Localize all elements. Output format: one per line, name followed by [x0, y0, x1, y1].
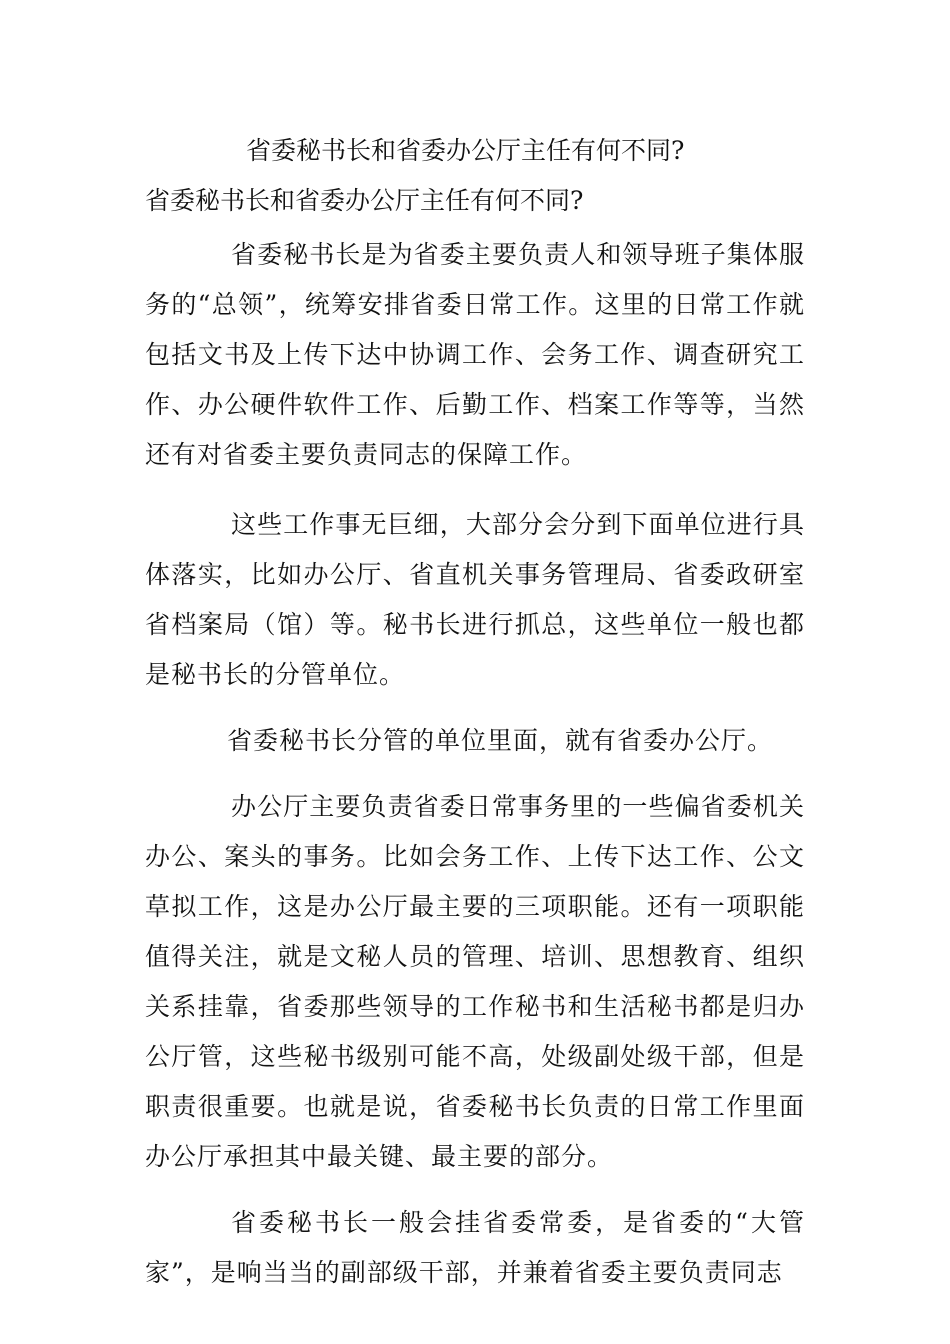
paragraph-2: 这些工作事无巨细，大部分会分到下面单位进行具体落实，比如办公厅、省直机关事务管理局、省委政研室省档案局（馆）等。秘书长进行抓总，这些单位一般也都是秘书长的分管单位。: [145, 510, 805, 689]
paragraph-4: 办公厅主要负责省委日常事务里的一些偏省委机关办公、案头的事务。比如会务工作、上传下达工作、公文草拟工作，这是办公厅最主要的三项职能。还有一项职能值得关注，就是文秘人员的管理、培训、思想教育、组织关系挂靠，省委那些领导的工作秘书和生活秘书都是归办公厅管，这些秘书级别可能不高，处级副处级干部，但是职责很重要。也就是说，省委秘书长负责的日常工作里面办公厅承担其中最关键、最主要的部分。: [145, 792, 805, 1171]
paragraph-3: 省委秘书长分管的单位里面，就有省委办公厅。: [227, 726, 774, 755]
document-subtitle: 省委秘书长和省委办公厅主任有何不同?: [145, 186, 584, 215]
paragraph-1: 省委秘书长是为省委主要负责人和领导班子集体服务的“总领”，统筹安排省委日常工作。这里的日常工作就包括文书及上传下达中协调工作、会务工作、调查研究工作、办公硬件软件工作、后勤工作、档案工作等等，当然还有对省委主要负责同志的保障工作。: [145, 240, 805, 469]
document-title: 省委秘书长和省委办公厅主任有何不同?: [246, 136, 685, 165]
paragraph-5: 省委秘书长一般会挂省委常委，是省委的“大管家”，是响当当的副部级干部，并兼着省委主要负责同志: [145, 1208, 805, 1287]
document-body: [145, 230, 805, 1298]
